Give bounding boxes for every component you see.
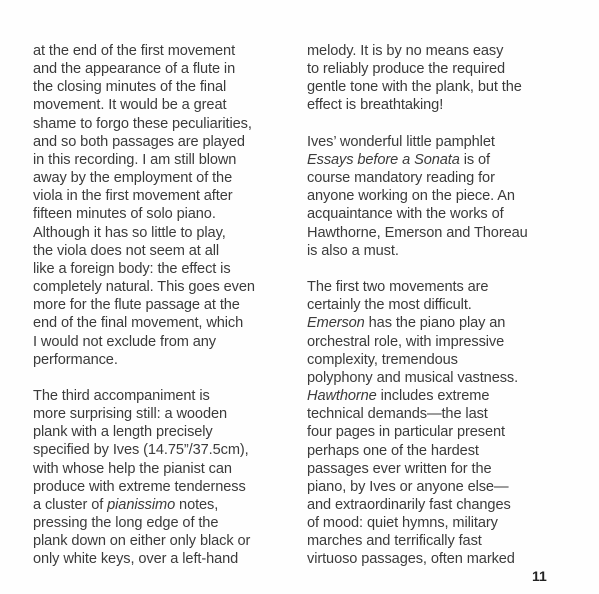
text-line: end of the final movement, which bbox=[33, 315, 244, 332]
text-line: anyone working on the piece. An bbox=[307, 188, 515, 205]
italic-title: Emerson bbox=[307, 315, 365, 332]
text-line: the closing minutes of the final bbox=[33, 79, 227, 96]
text-line: performance. bbox=[33, 351, 118, 368]
text-line: movement. It would be a great bbox=[33, 97, 227, 114]
text-line: The third accompaniment is bbox=[33, 388, 210, 404]
text-line: plank down on either only black or bbox=[33, 533, 251, 550]
right-paragraph-3 bbox=[307, 278, 577, 569]
text-line: is also a must. bbox=[307, 242, 399, 259]
text-line: I would not exclude from any bbox=[33, 333, 216, 350]
text-line: only white keys, over a left-hand bbox=[33, 551, 239, 568]
text-line: away by the employment of the bbox=[33, 170, 233, 187]
text-line: complexity, tremendous bbox=[307, 351, 458, 368]
text-line: course mandatory reading for bbox=[307, 170, 495, 187]
text-line: gentle tone with the plank, but the bbox=[307, 79, 522, 96]
text-line: passages ever written for the bbox=[307, 460, 492, 477]
text-line: and extraordinarily fast changes bbox=[307, 496, 511, 513]
text-line: with whose help the pianist can bbox=[33, 460, 232, 477]
text-line bbox=[33, 496, 303, 514]
left-column bbox=[33, 42, 303, 569]
text-line: effect is breathtaking! bbox=[307, 97, 444, 114]
text-line: at the end of the first movement bbox=[33, 43, 236, 59]
text-line bbox=[307, 151, 577, 169]
italic-title: Essays before a Sonata bbox=[307, 151, 460, 168]
italic-title: Hawthorne bbox=[307, 388, 377, 405]
right-paragraph-1 bbox=[307, 42, 577, 115]
text-line: shame to forgo these peculiarities, bbox=[33, 115, 252, 132]
text-line: Although it has so little to play, bbox=[33, 224, 226, 241]
text-line: four pages in particular present bbox=[307, 424, 505, 441]
text-fragment: is of bbox=[459, 151, 490, 168]
text-line: perhaps one of the hardest bbox=[307, 442, 479, 459]
text-line: and so both passages are played bbox=[33, 133, 245, 150]
text-line: piano, by Ives or anyone else— bbox=[307, 478, 509, 495]
text-line bbox=[307, 387, 577, 405]
right-paragraph-2 bbox=[307, 133, 577, 260]
right-column bbox=[307, 42, 577, 569]
left-paragraph-1 bbox=[33, 42, 303, 369]
paragraph-gap bbox=[33, 369, 303, 387]
text-line: polyphony and musical vastness. bbox=[307, 369, 519, 386]
text-line: and the appearance of a flute in bbox=[33, 61, 236, 78]
text-fragment: notes, bbox=[175, 496, 219, 513]
text-line: produce with extreme tenderness bbox=[33, 478, 246, 495]
page-number: 11 bbox=[532, 568, 547, 584]
text-line: specified by Ives (14.75”/37.5cm), bbox=[33, 442, 249, 459]
text-line: in this recording. I am still blown bbox=[33, 151, 237, 168]
text-line: of mood: quiet hymns, military bbox=[307, 515, 498, 532]
text-line bbox=[307, 314, 577, 332]
text-line: orchestral role, with impressive bbox=[307, 333, 505, 350]
text-line: pressing the long edge of the bbox=[33, 515, 219, 532]
text-fragment: a cluster of bbox=[33, 496, 108, 513]
text-line: The first two movements are bbox=[307, 279, 489, 296]
text-line: like a foreign body: the effect is bbox=[33, 260, 231, 277]
italic-term: pianissimo bbox=[107, 496, 176, 513]
text-line: Ives’ wonderful little pamphlet bbox=[307, 133, 495, 150]
text-line: more surprising still: a wooden bbox=[33, 406, 228, 423]
left-paragraph-2 bbox=[33, 387, 303, 569]
text-line: the viola does not seem at all bbox=[33, 242, 220, 259]
text-line: completely natural. This goes even bbox=[33, 279, 255, 296]
text-line: marches and terrifically fast bbox=[307, 533, 482, 550]
text-line: virtuoso passages, often marked bbox=[307, 551, 515, 568]
text-fragment: has the piano play an bbox=[364, 315, 506, 332]
paragraph-gap bbox=[307, 260, 577, 278]
text-line: more for the flute passage at the bbox=[33, 297, 240, 314]
text-line: fifteen minutes of solo piano. bbox=[33, 206, 216, 223]
paragraph-gap bbox=[307, 115, 577, 133]
text-line: viola in the first movement after bbox=[33, 188, 233, 205]
text-line: certainly the most difficult. bbox=[307, 297, 472, 314]
text-line: to reliably produce the required bbox=[307, 61, 505, 78]
text-line: technical demands—the last bbox=[307, 406, 488, 423]
text-line: Hawthorne, Emerson and Thoreau bbox=[307, 224, 528, 241]
text-line: melody. It is by no means easy bbox=[307, 43, 504, 59]
text-line: acquaintance with the works of bbox=[307, 206, 504, 223]
text-line: plank with a length precisely bbox=[33, 424, 213, 441]
text-fragment: includes extreme bbox=[376, 388, 490, 405]
